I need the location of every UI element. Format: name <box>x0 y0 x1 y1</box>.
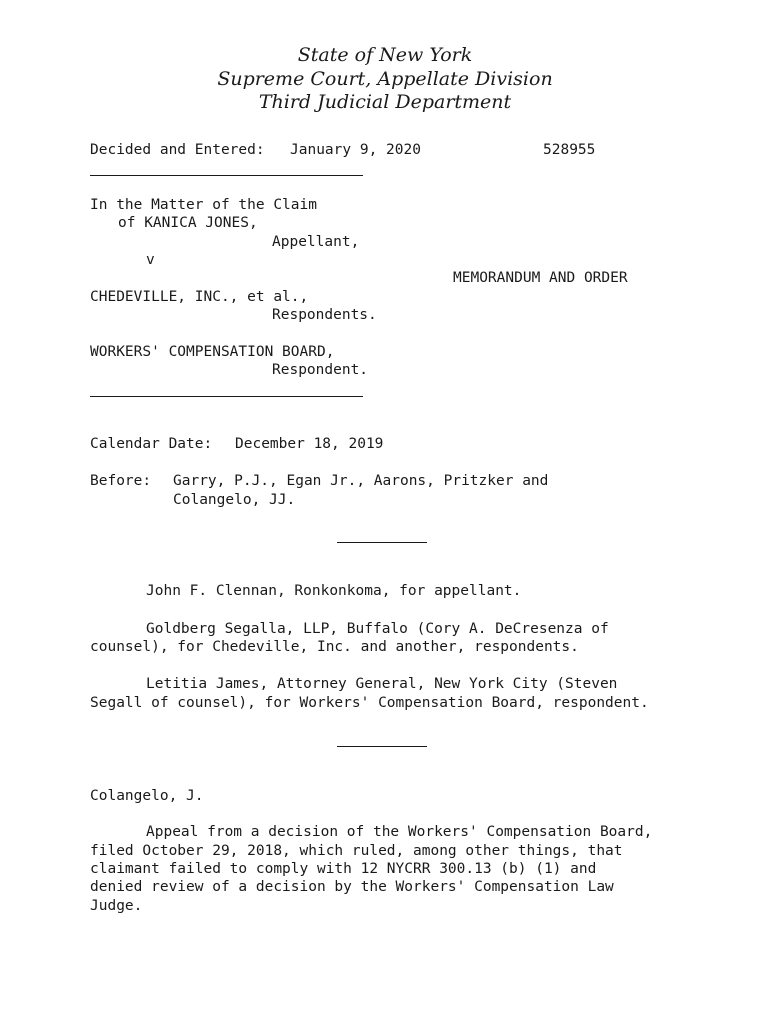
opinion-author: Colangelo, J. <box>90 788 204 804</box>
section-divider-2 <box>337 746 427 747</box>
opinion-line-3: claimant failed to comply with 12 NYCRR 300.13 (b) (1) and <box>90 861 597 877</box>
calendar-label: Calendar Date: <box>90 436 213 452</box>
respondents-label: Respondents. <box>272 307 377 323</box>
section-divider-1 <box>337 542 427 543</box>
court-name: Supreme Court, Appellate Division <box>217 67 553 90</box>
before-line-1: Garry, P.J., Egan Jr., Aarons, Pritzker and <box>173 473 549 489</box>
caption-bottom-rule <box>90 396 363 397</box>
versus: v <box>146 252 155 268</box>
caption-top-rule <box>90 175 363 176</box>
appellant-label: Appellant, <box>272 234 360 250</box>
decided-date: January 9, 2020 <box>290 142 421 158</box>
order-type: MEMORANDUM AND ORDER <box>453 270 628 286</box>
docket-number: 528955 <box>543 142 596 158</box>
before-line-2: Colangelo, JJ. <box>173 492 296 508</box>
counsel-chedeville-line-1: Goldberg Segalla, LLP, Buffalo (Cory A. DeCresenza of <box>146 621 609 637</box>
caption-matter-line-2: of KANICA JONES, <box>118 215 258 231</box>
counsel-board-line-2: Segall of counsel), for Workers' Compensation Board, respondent. <box>90 695 649 711</box>
calendar-date: December 18, 2019 <box>235 436 384 452</box>
counsel-chedeville-line-2: counsel), for Chedeville, Inc. and another, respondents. <box>90 639 579 655</box>
opinion-line-4: denied review of a decision by the Workers' Compensation Law <box>90 879 614 895</box>
department-name: Third Judicial Department <box>258 91 512 113</box>
board-name: WORKERS' COMPENSATION BOARD, <box>90 344 335 360</box>
opinion-line-5: Judge. <box>90 898 143 914</box>
counsel-board-line-1: Letitia James, Attorney General, New York City (Steven <box>146 676 618 692</box>
decided-label: Decided and Entered: <box>90 142 265 158</box>
caption-matter-line-1: In the Matter of the Claim <box>90 197 317 213</box>
opinion-line-1: Appeal from a decision of the Workers' Compensation Board, <box>146 824 653 840</box>
respondents-name: CHEDEVILLE, INC., et al., <box>90 289 309 305</box>
before-label: Before: <box>90 473 152 489</box>
state-name: State of New York <box>297 44 473 66</box>
board-label: Respondent. <box>272 362 369 378</box>
counsel-appellant: John F. Clennan, Ronkonkoma, for appellant. <box>146 583 522 599</box>
opinion-line-2: filed October 29, 2018, which ruled, among other things, that <box>90 843 623 859</box>
court-header <box>0 44 770 115</box>
